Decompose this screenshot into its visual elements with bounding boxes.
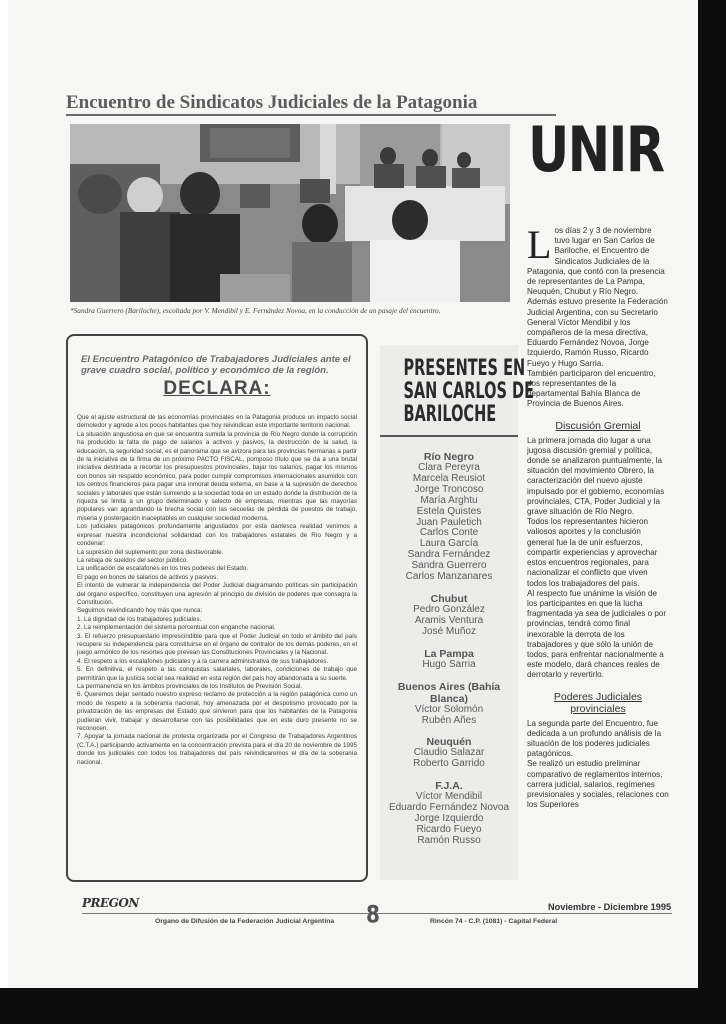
region-name: Chubut bbox=[430, 592, 468, 605]
attendees-list bbox=[380, 451, 518, 847]
article-paragraph: Además estuvo presente la Federación Judicial Argentina, con su Secretario General Víctor Mendibil y los compañeros de la mesa directiva, Eduardo Fernández Novoa, Jorge Izquierdo, Ramón Russo, Ricardo Fueyo y Hugo Sarria. bbox=[527, 297, 668, 368]
publisher-line: Organo de Difusión de la Federación Judicial Argentina bbox=[155, 918, 335, 925]
scan-edge-right bbox=[698, 0, 726, 988]
scan-edge-bottom bbox=[0, 988, 726, 1024]
issue-date: Noviembre - Diciembre 1995 bbox=[548, 902, 672, 912]
attendee-name: Juan Pauletich bbox=[416, 516, 482, 528]
attendees-title-line: PRESENTES EN bbox=[403, 356, 526, 381]
declaration-paragraph: La situación angustiosa en que se encuentra sumida la provincia de Río Negro donde la corrupción ha producido la falta de pago de salarios a activos y pasivos, la destrucción de la salud, la educación, la seguridad social, es el panorama que se avizora para las provincias hermanas a partir de la iniciativa de la firma de un próximo PACTO FISCAL, pomposo título que se da a una brutal iniciativa destinada a recortar los presupuestos provinciales, bajar los salarios, pagar los mismos con bonos sin respaldo económico, para poder cumplir compromisos internacionales asumidos con los centros financieros para pagar una inmoral deuda externa, en base a la supresión de derechos sociales y laborales que están sumiendo a la sociedad toda en un estado donde la distribución de la riqueza se limita a un grupo determinado y selecto de empresas, mientras que las mayorías populares van agrandando la brecha social con las secuelas de pérdida de puestos de trabajo, miseria y postergación inaceptables en cualquier sociedad moderna. bbox=[77, 430, 357, 522]
attendees-box bbox=[380, 345, 535, 880]
article-paragraph: Todos los representantes hicieron valiosos aportes y la conclusión general fue la de unir esfuerzos, compartir experiencias y aprovechar estos encuentros regionales, para nacionalizar el conflicto que viven todos los trabajadores del país. bbox=[527, 517, 658, 588]
article-paragraph: La primera jornada dio lugar a una jugosa discusión gremial y política, donde se analizaron puntualmente, la situación del movimiento Obrero, la caracterización del nuevo ajuste impulsado por el gobierno, economías provinciales, CTA, Poder Judicial y la grave situación de Río Negro. bbox=[527, 435, 665, 517]
article-paragraph: Se realizó un estudio preliminar comparativo de reglamentos internos, carrera judicial, salarios, regímenes previsionales y sociales, relaciones con los Superiores bbox=[527, 759, 669, 810]
region-group bbox=[380, 780, 518, 847]
region-people bbox=[380, 748, 518, 770]
attendee-name: Ramón Russo bbox=[417, 834, 481, 846]
attendee-name: Víctor Mendibil bbox=[415, 791, 483, 803]
article-paragraph: La segunda parte del Encuentro, fue dedicada a un profundo análisis de la situación de los poderes judiciales patagónicos. bbox=[527, 718, 662, 759]
photo-illustration bbox=[70, 124, 510, 302]
attendee-name: Pedro González bbox=[413, 603, 485, 615]
attendee-name: José Muñoz bbox=[422, 625, 476, 637]
region-people bbox=[380, 463, 518, 583]
region-group bbox=[380, 451, 518, 583]
declaration-paragraph: La unificación de escalafones en los tres poderes del Estado. bbox=[77, 565, 249, 573]
region-people bbox=[380, 705, 518, 727]
region-group bbox=[380, 736, 518, 770]
region-name: La Pampa bbox=[424, 647, 474, 660]
region-name: Neuquén bbox=[426, 736, 472, 749]
region-group bbox=[380, 593, 518, 638]
attendee-name: Roberto Garrido bbox=[413, 758, 485, 770]
declaration-paragraph: 6. Queremos dejar sentado nuestro expreso reclamo de protección a la región patagónica como un modo de respeto a la soberanía nacional, hoy amenazada por el despotismo provocado por la privatización de las empresas del Estado que sirvieron para que los habitantes de la Patagonia pudieran vivir, trabajar y desarrollarse con las posibilidades que en este duro presente no se reconocen. bbox=[77, 691, 357, 733]
declaration-paragraph: El pago en bonos de salarios de activos y pasivos. bbox=[77, 573, 219, 581]
declaration-text bbox=[77, 414, 357, 767]
attendee-name: Víctor Solomón bbox=[414, 703, 484, 715]
attendee-name: Estela Quistes bbox=[416, 505, 482, 517]
attendee-name: Jorge Troncoso bbox=[414, 483, 484, 495]
divider bbox=[380, 435, 518, 437]
attendee-name: Laura García bbox=[419, 538, 479, 550]
declaration-title: DECLARA: bbox=[163, 378, 271, 399]
attendee-name: María Arghtu bbox=[420, 494, 478, 506]
attendees-title bbox=[403, 356, 535, 435]
meeting-photo bbox=[70, 124, 510, 302]
region-name: F.J.A. bbox=[435, 780, 463, 793]
article-paragraph: También participaron del encuentro, dos representantes de la departamental Bahía Blanca de Provincia de Buenos Aires. bbox=[527, 368, 656, 409]
declaration-paragraph: 7. Apoyar la jornada nacional de protesta organizada por el Congreso de Trabajadores Argentinos (C.T.A.) participando activamente en la concentración prevista para el día 20 de noviembre de 1995 donde los judiciales con todos los trabajadores del país reivindicaremos el día de la soberanía nacional. bbox=[77, 733, 357, 766]
attendee-name: Carlos Conte bbox=[419, 527, 479, 539]
declaration-intro: El Encuentro Patagónico de Trabajadores Judiciales ante el grave cuadro social, político y económico de la región. bbox=[81, 354, 351, 376]
attendee-name: Clara Pereyra bbox=[418, 462, 480, 473]
attendee-name: Hugo Sarria bbox=[422, 658, 476, 670]
attendee-name: Ricardo Fueyo bbox=[416, 823, 482, 835]
attendee-name: Aramis Ventura bbox=[414, 614, 484, 626]
declaration-paragraph: Seguimos reivindicando hoy más que nunca: bbox=[77, 607, 203, 615]
declaration-paragraph: La supresión del suplemento por zona desfavorable. bbox=[77, 548, 224, 556]
declaration-paragraph: La rebaja de sueldos del sector público. bbox=[77, 556, 188, 564]
article-lead-paragraph bbox=[527, 222, 669, 297]
declaration-paragraph: Los judiciales patagónicos profundamente angustiados por esta dantesca realidad venimos a expresar nuestra incondicional solidaridad con los trabajadores estatales de Río Negro y a condenar: bbox=[77, 523, 357, 548]
region-people bbox=[380, 660, 518, 671]
subheading: Discusión Gremial bbox=[555, 419, 641, 432]
region-people bbox=[380, 605, 518, 638]
attendee-name: Claudio Salazar bbox=[413, 747, 485, 759]
attendee-name: Rubén Añes bbox=[421, 714, 477, 726]
region-group bbox=[380, 648, 518, 671]
attendee-name: Carlos Manzanares bbox=[405, 571, 493, 583]
article-paragraph: Al respecto fue unánime la visión de los participantes en que la lucha fragmentada ya sea de judiciales o por provincias, tendrá como final inexorable la derrota de los trabajadores y que sólo la unión de todos, para enfrentar nacionalmente a este modelo, dará chances reales de derrotarlo y revertirlo. bbox=[527, 588, 667, 680]
region-people bbox=[380, 792, 518, 847]
attendee-name: Sandra Fernández bbox=[407, 549, 491, 561]
declaration-box bbox=[66, 334, 368, 882]
attendee-name: Marcela Reusiot bbox=[412, 472, 486, 484]
declaration-paragraph: 3. El refuerzo presupuestario imprescindible para que el Poder Judicial en todo el ámbito del país recupere su independencia para constituirse en el órgano de contralor de los demás poderes, en el juego armónico de los resortes que prevean las Constituciones Provinciales y la Nacional. bbox=[77, 632, 357, 657]
declaration-paragraph: El intento de vulnerar la independencia del Poder Judicial diagramando políticas sin participación del órgano específico, constituyen una agresión al principio de división de poderes que consagra la Constitución. bbox=[77, 582, 357, 606]
declaration-paragraph: La permanencia en los ámbitos provinciales de los Institutos de Previsión Social. bbox=[77, 683, 303, 690]
big-word: UNIR bbox=[528, 113, 664, 186]
address-line: Rincón 74 - C.P. (1081) - Capital Federal bbox=[430, 918, 558, 925]
drop-cap: L bbox=[527, 222, 552, 267]
region-group bbox=[380, 681, 518, 727]
article-lead: os días 2 y 3 de noviembre tuvo lugar en San Carlos de Bariloche, el Encuentro de Sindicatos Judiciales de la Patagonia, que contó con la presencia de representantes de La Pampa, Neuquén, Chubut y Río Negro. bbox=[527, 226, 665, 297]
attendees-title-line: BARILOCHE bbox=[403, 402, 497, 427]
region-name: Río Negro bbox=[423, 451, 475, 463]
publication-logo: PREGON bbox=[82, 896, 139, 910]
photo-caption: *Sandra Guerrero (Bariloche), escoltada por V. Mendibil y E. Fernández Novoa, en la conducción de un pasaje del encuentro. bbox=[70, 306, 441, 315]
page-number: 8 bbox=[366, 899, 380, 929]
attendee-name: Sandra Guerrero bbox=[411, 560, 487, 572]
declaration-paragraph: 5. En definitiva, el respeto a las conquistas salariales, laborales, condiciones de trabajo que permitirán que la justicia social sea realidad en esta región del país hoy abandonada a su suerte. bbox=[77, 666, 357, 682]
region-name: Buenos Aires (Bahía Blanca) bbox=[397, 680, 501, 705]
declaration-paragraph: 4. El respeto a los escalafones judiciales y a la carrera administrativa de sus trabajadores. bbox=[77, 657, 329, 665]
article-column bbox=[527, 222, 669, 810]
subheading: Poderes Judiciales provinciales bbox=[553, 690, 643, 715]
attendee-name: Eduardo Fernández Novoa bbox=[388, 802, 510, 814]
declaration-paragraph: Que el ajuste estructural de las economías provinciales en la Patagonia produce un impacto social demoledor y agrede a los pocos habitantes que hoy reivindican este importante territorio nacional. bbox=[77, 414, 357, 430]
attendee-name: Jorge Izquierdo bbox=[414, 813, 484, 825]
headline: Encuentro de Sindicatos Judiciales de la Patagonia bbox=[66, 92, 556, 116]
attendees-title-line: SAN CARLOS DE bbox=[403, 379, 535, 404]
declaration-paragraph: 2. La reimplementación del sistema porcentual con enganche nacional. bbox=[77, 624, 276, 632]
declaration-paragraph: 1. La dignidad de los trabajadores judiciales. bbox=[77, 615, 202, 623]
